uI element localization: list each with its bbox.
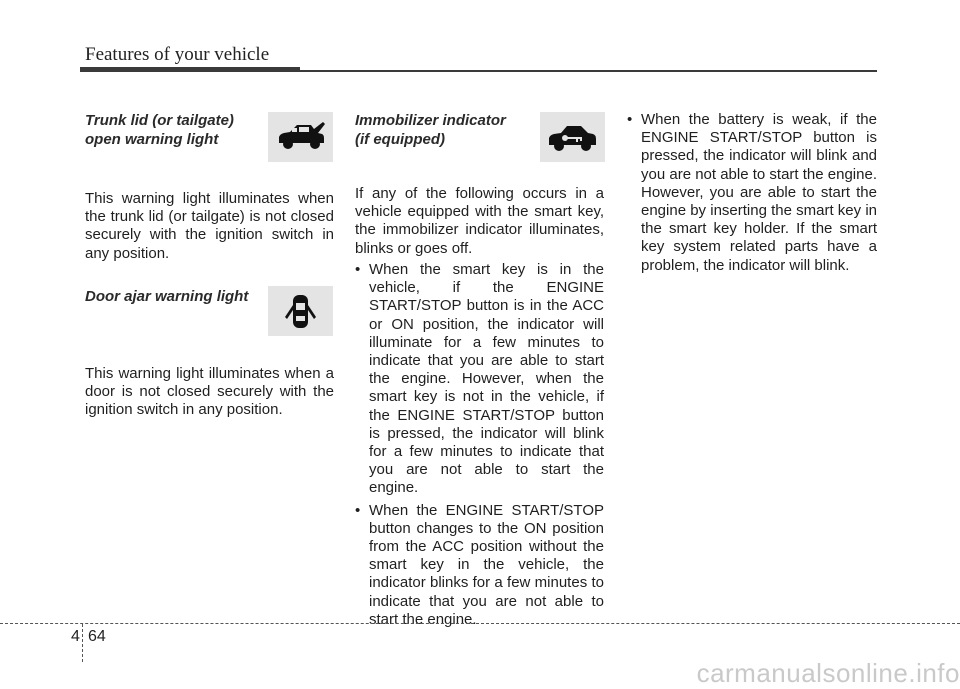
- trunk-warning-heading: [85, 111, 265, 149]
- header-rule-thin: [300, 70, 877, 72]
- immobilizer-heading-line1: Immobilizer indicator: [355, 112, 506, 129]
- page-number: 64: [88, 628, 106, 645]
- list-item: • When the ENGINE START/STOP button changes to the ON position from the ACC position without the smart key in the vehicle, the indicator blinks for a few minutes to indicate that you are not able to start the engine.: [355, 502, 604, 629]
- battery-bullet-list: [627, 111, 877, 279]
- immobilizer-bullet-list: [355, 261, 604, 633]
- trunk-warning-text: This warning light illuminates when the trunk lid (or tailgate) is not closed securely with the ignition switch in any position.: [85, 190, 334, 262]
- footer-divider: [0, 623, 960, 624]
- chapter-number: 4: [71, 628, 80, 645]
- footer-page-separator: [82, 624, 83, 662]
- door-ajar-heading: Door ajar warning light: [85, 288, 249, 305]
- list-item: • When the smart key is in the vehicle, if the ENGINE START/STOP button is in the ACC or ON position, the indicator will illuminate for a few minutes to indicate that you are able to start the engine. However, when the smart key is not in the vehicle, if the ENGINE START/STOP button is pressed, the indicator will blink for a few minutes to indicate that you are not able to start the engine.: [355, 261, 604, 498]
- immobilizer-car-key-icon: [540, 112, 605, 162]
- trunk-heading-line1: Trunk lid (or tailgate): [85, 112, 234, 129]
- door-ajar-car-icon: [268, 286, 333, 336]
- watermark: carmanualsonline.info: [696, 658, 960, 688]
- trunk-heading-line2: open warning light: [85, 131, 219, 148]
- immobilizer-heading: [355, 111, 535, 149]
- page-header-title: Features of your vehicle: [85, 44, 270, 65]
- list-item: • When the battery is weak, if the ENGINE START/STOP button is pressed, the indicator will blink and you are not able to start the engine. However, you are able to start the engine by inserting the smart key in the smart key holder. If the smart key system related parts have a problem, the indicator will blink.: [627, 111, 877, 275]
- trunk-open-car-icon: [268, 112, 333, 162]
- immobilizer-heading-line2: (if equipped): [355, 131, 445, 148]
- header-rule-thick: [80, 67, 300, 72]
- door-ajar-text: This warning light illuminates when a door is not closed securely with the ignition switch in any position.: [85, 365, 334, 419]
- immobilizer-intro-text: If any of the following occurs in a vehicle equipped with the smart key, the immobilizer indicator illuminates, blinks or goes off.: [355, 185, 604, 257]
